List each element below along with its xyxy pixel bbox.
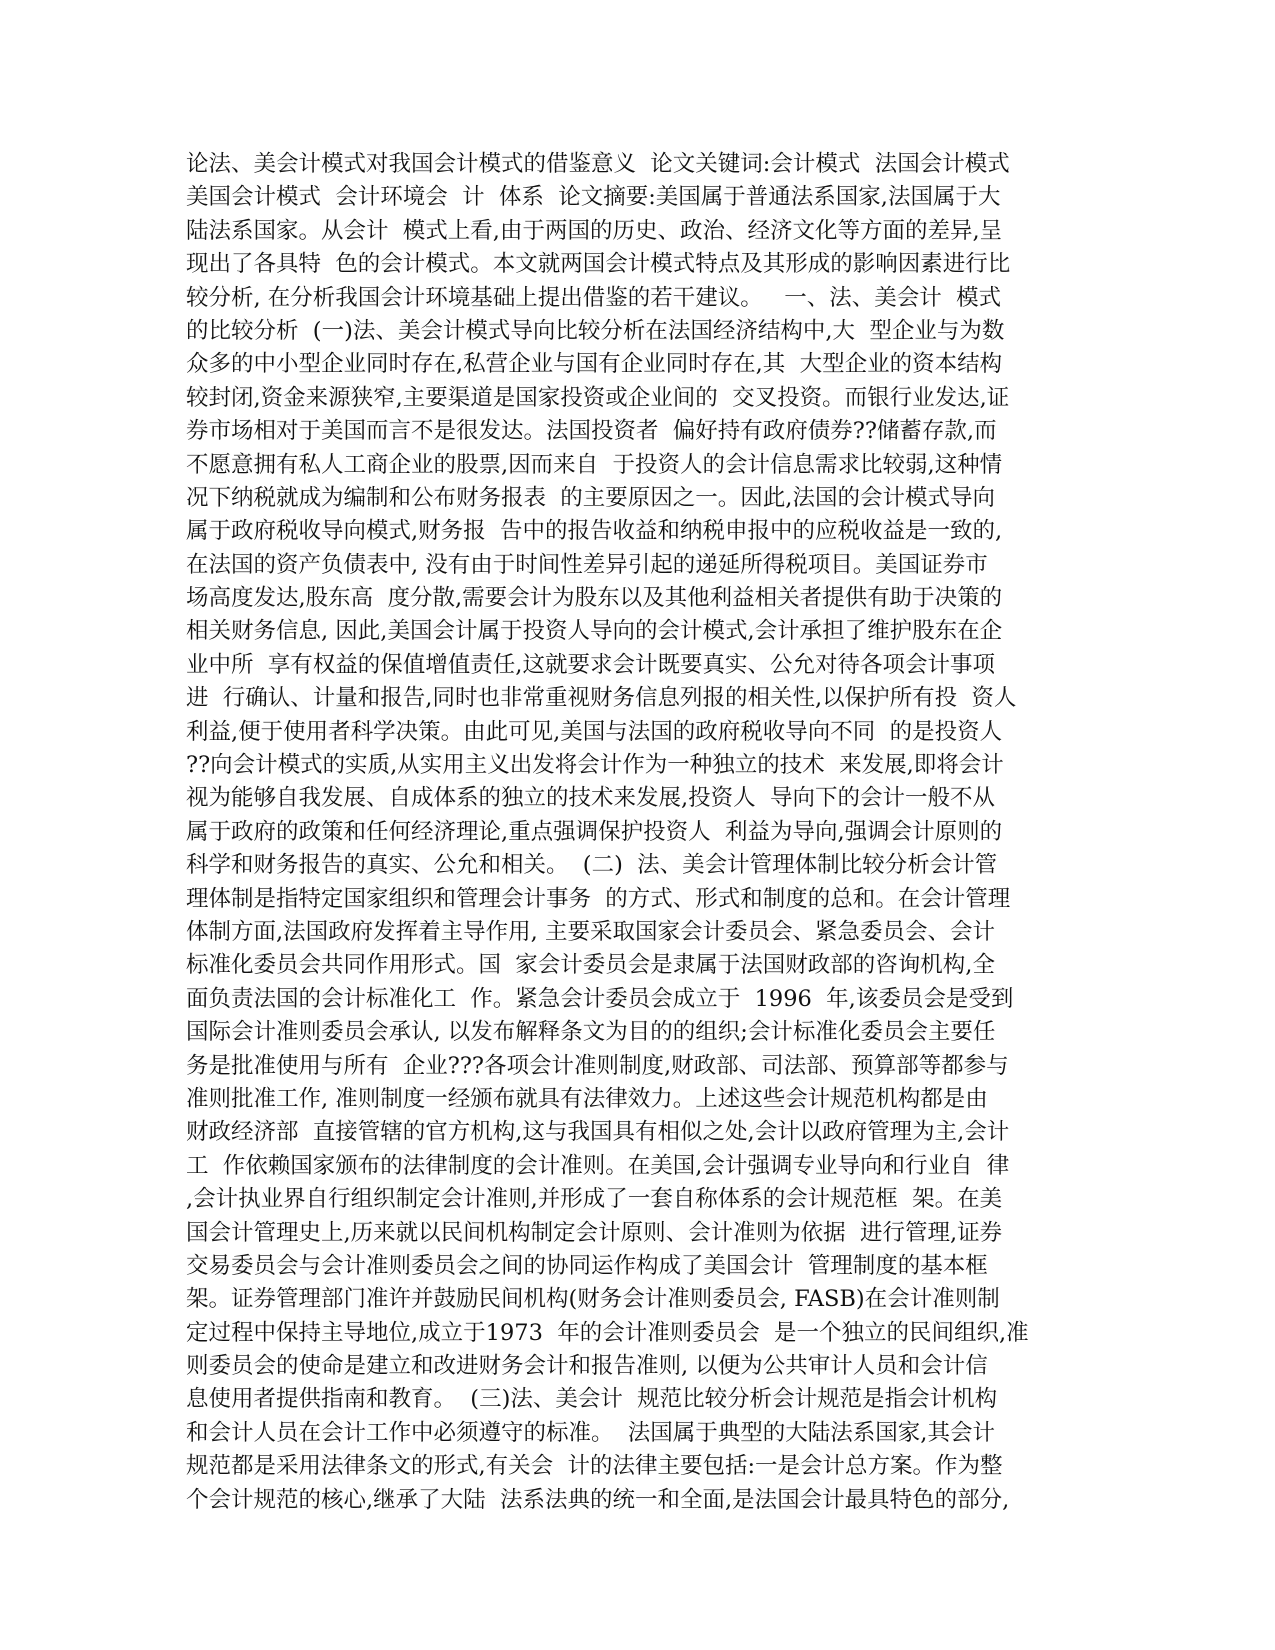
text-line: 美国会计模式 会计环境会 计 体系 论文摘要:美国属于普通法系国家,法国属于大 [186, 184, 1001, 211]
text-line: 众多的中小型企业同时存在,私营企业与国有企业同时存在,其 大型企业的资本结构 [186, 351, 1003, 378]
text-line: 的比较分析 (一)法、美会计模式导向比较分析在法国经济结构中,大 型企业与为数 [186, 317, 1005, 344]
text-line: 工 作依赖国家颁布的法律制度的会计准则。在美国,会计强调专业导向和行业自 律 [186, 1152, 1010, 1179]
text-line: 规范都是采用法律条文的形式,有关会 计的法律主要包括:一是会计总方案。作为整 [186, 1453, 1003, 1480]
text-line: 不愿意拥有私人工商企业的股票,因而来自 于投资人的会计信息需求比较弱,这种情 [186, 451, 1003, 478]
text-line: 业中所 享有权益的保值增值责任,这就要求会计既要真实、公允对待各项会计事项 [186, 651, 995, 678]
text-line: 陆法系国家。从会计 模式上看,由于两国的历史、政治、经济文化等方面的差异,呈 [186, 217, 1003, 244]
text-line: 现出了各具特 色的会计模式。本文就两国会计模式特点及其形成的影响因素进行比 [186, 251, 1011, 278]
text-line: 财政经济部 直接管辖的官方机构,这与我国具有相似之处,会计以政府管理为主,会计 [186, 1119, 1010, 1146]
text-line: ??向会计模式的实质,从实用主义出发将会计作为一种独立的技术 来发展,即将会计 [186, 752, 1004, 779]
text-line: 利益,便于使用者科学决策。由此可见,美国与法国的政府税收导向不同 的是投资人 [186, 718, 1003, 745]
text-line: 视为能够自我发展、自成体系的独立的技术来发展,投资人 导向下的会计一般不从 [186, 785, 995, 812]
text-line: 面负责法国的会计标准化工 作。紧急会计委员会成立于 1996 年,该委员会是受到 [186, 985, 1014, 1012]
text-line: 进 行确认、计量和报告,同时也非常重视财务信息列报的相关性,以保护所有投 资人 [186, 685, 1017, 712]
text-line: 交易委员会与会计准则委员会之间的协同运作构成了美国会计 管理制度的基本框 [186, 1252, 988, 1279]
text-line: 和会计人员在会计工作中必须遵守的标准。 法国属于典型的大陆法系国家,其会计 [186, 1419, 995, 1446]
text-line: 属于政府税收导向模式,财务报 告中的报告收益和纳税申报中的应税收益是一致的, [186, 518, 1003, 545]
text-line: 券市场相对于美国而言不是很发达。法国投资者 偏好持有政府债券??储蓄存款,而 [186, 418, 997, 445]
body-text [186, 148, 1072, 1517]
text-line: 较封闭,资金来源狭窄,主要渠道是国家投资或企业间的 交叉投资。而银行业发达,证 [186, 384, 1010, 411]
text-line: ,会计执业界自行组织制定会计准则,并形成了一套自称体系的会计规范框 架。在美 [186, 1186, 1003, 1213]
text-line: 论法、美会计模式对我国会计模式的借鉴意义 论文关键词:会计模式 法国会计模式 [186, 151, 1010, 177]
text-line: 体制方面,法国政府发挥着主导作用, 主要采取国家会计委员会、紧急委员会、会计 [186, 918, 995, 945]
text-line: 架。证券管理部门准许并鼓励民间机构(财务会计准则委员会, FASB)在会计准则制 [186, 1286, 1000, 1313]
text-line: 标准化委员会共同作用形式。国 家会计委员会是隶属于法国财政部的咨询机构,全 [186, 952, 995, 979]
text-line: 相关财务信息, 因此,美国会计属于投资人导向的会计模式,会计承担了维护股东在企 [186, 618, 1003, 645]
text-line: 理体制是指特定国家组织和管理会计事务 的方式、形式和制度的总和。在会计管理 [186, 885, 1011, 912]
text-line: 国会计管理史上,历来就以民间机构制定会计原则、会计准则为依据 进行管理,证券 [186, 1219, 1003, 1246]
text-line: 则委员会的使命是建立和改进财务会计和报告准则, 以便为公共审计人员和会计信 [186, 1353, 988, 1380]
text-line: 属于政府的政策和任何经济理论,重点强调保护投资人 利益为导向,强调会计原则的 [186, 818, 1003, 845]
text-line: 务是批准使用与所有 企业???各项会计准则制度,财政部、司法部、预算部等都参与 [186, 1052, 1009, 1079]
text-line: 准则批准工作, 准则制度一经颁布就具有法律效力。上述这些会计规范机构都是由 [186, 1085, 988, 1112]
text-line: 较分析, 在分析我国会计环境基础上提出借鉴的若干建议。 一、法、美会计 模式 [186, 284, 1002, 311]
text-line: 况下纳税就成为编制和公布财务报表 的主要原因之一。因此,法国的会计模式导向 [186, 484, 995, 511]
text-line: 在法国的资产负债表中, 没有由于时间性差异引起的递延所得税项目。美国证券市 [186, 551, 988, 578]
text-line: 息使用者提供指南和教育。 (三)法、美会计 规范比较分析会计规范是指会计机构 [186, 1386, 998, 1413]
text-line: 科学和财务报告的真实、公允和相关。 (二) 法、美会计管理体制比较分析会计管 [186, 852, 998, 879]
text-line: 定过程中保持主导地位,成立于1973 年的会计准则委员会 是一个独立的民间组织,准 [186, 1319, 1029, 1346]
text-line: 国际会计准则委员会承认, 以发布解释条文为目的的组织;会计标准化委员会主要任 [186, 1019, 996, 1046]
text-line: 个会计规范的核心,继承了大陆 法系法典的统一和全面,是法国会计最具特色的部分, [186, 1486, 1010, 1513]
text-line: 场高度发达,股东高 度分散,需要会计为股东以及其他利益相关者提供有助于决策的 [186, 585, 1003, 612]
